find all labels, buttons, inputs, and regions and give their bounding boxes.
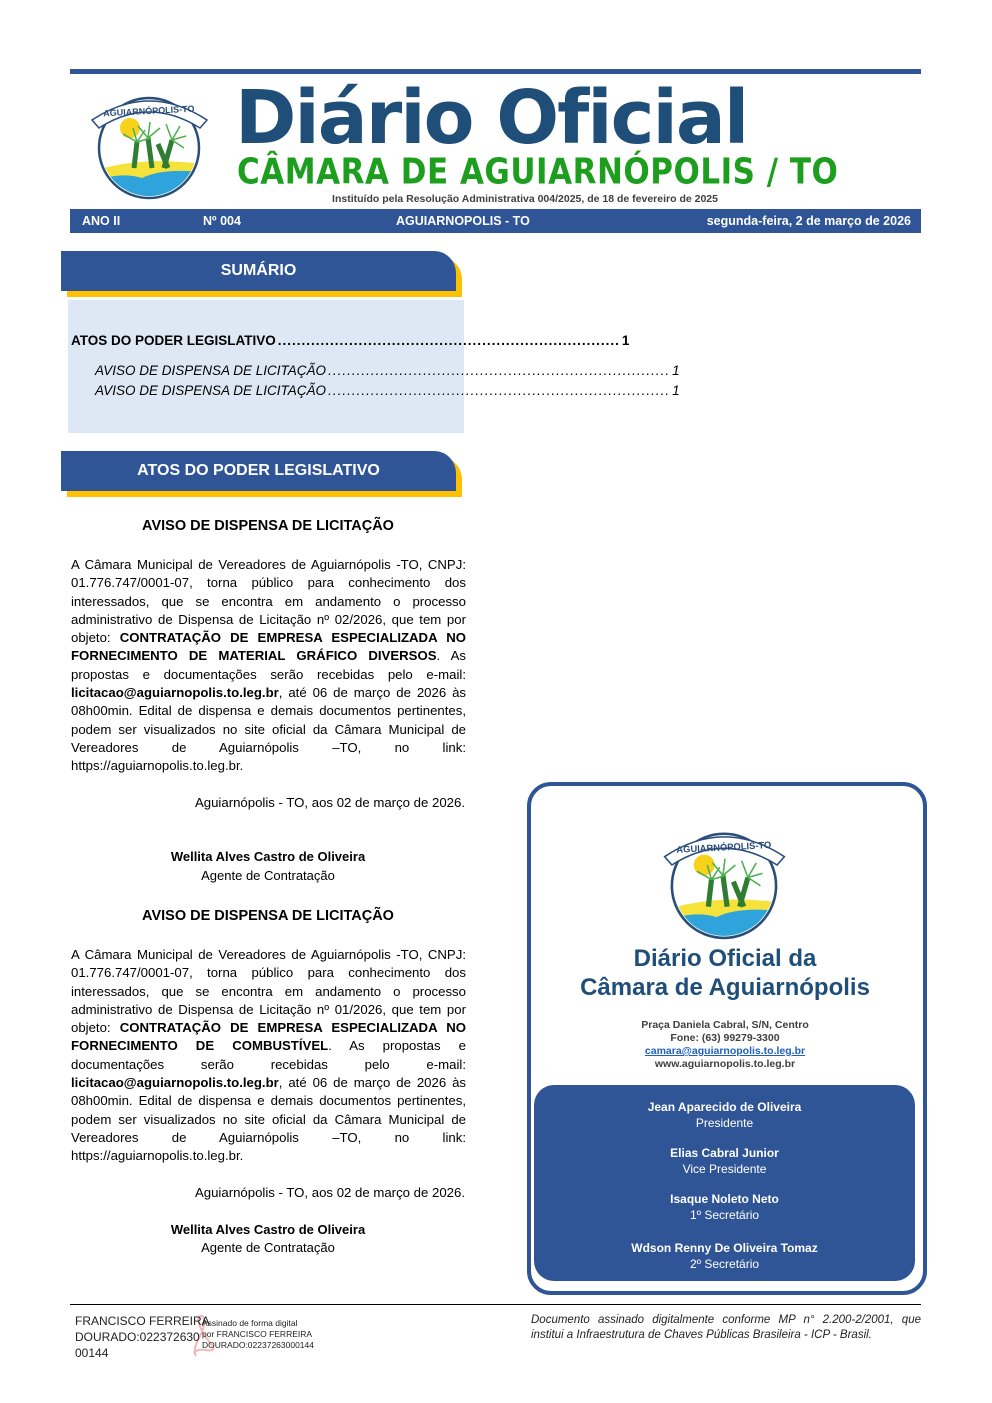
article-object: CONTRATAÇÃO DE EMPRESA ESPECIALIZADA NO FORNECIMENTO DE MATERIAL GRÁFICO DIVERSOS [71,630,466,664]
edition-year: ANO II [82,214,121,228]
summary-heading-text: SUMÁRIO [220,262,297,279]
board-member-name: Isaque Noleto Neto [670,1192,779,1206]
toc-item[interactable] [71,333,630,348]
card-title-line2: Câmara de Aguiarnópolis [580,974,870,1001]
footer-rule [70,1304,921,1305]
article-email: licitacao@aguiarnopolis.to.leg.br [71,685,279,701]
toc-leader-dots: ........................................................................ [328,363,671,378]
digital-signer-block [75,1313,210,1361]
article-text: A Câmara Municipal de Vereadores de Aguiarnópolis -TO, CNPJ: 01.776.747/0001-07, torna público para conhecimento dos interessados, que se encontra em andamento o processo administrativo de Dispensa de Licitação nº 01/2026, que tem por objeto: [71,947,466,1036]
toc-item-page: 1 [672,383,680,398]
card-phone: Fone: (63) 99279-3300 [670,1032,780,1044]
digital-signer-line: DOURADO:022372630 [75,1330,200,1344]
article-body [71,946,466,1166]
svg-text:AGUIARNÓPOLIS-TO: AGUIARNÓPOLIS-TO [102,103,195,119]
municipal-coat-of-arms-logo [82,80,217,200]
summary-heading [61,251,456,291]
digital-signature-legal-note: Documento assinado digitalmente conforme MP n° 2.200-2/2001, que institui a Infraestrutura de Chaves Públicas Brasileira - ICP - Brasil. [531,1314,921,1341]
signer-role: Agente de Contratação [201,868,335,883]
signer-role: Agente de Contratação [201,1240,335,1255]
board-members-panel [534,1085,915,1281]
toc-leader-dots: ........................................................................ [328,383,671,398]
newspaper-subtitle: CÂMARA DE AGUIARNÓPOLIS / TO [237,151,839,193]
article-text: A Câmara Municipal de Vereadores de Aguiarnópolis -TO, CNPJ: 01.776.747/0001-07, torna público para conhecimento dos interessados, que se encontra em andamento o processo administrativo de Dispensa de Licitação nº 02/2026, que tem por objeto: [71,557,466,646]
instituted-note: Instituído pela Resolução Administrativa 004/2025, de 18 de fevereiro de 2025 [332,193,718,205]
toc-item-label: AVISO DE DISPENSA DE LICITAÇÃO [95,363,327,378]
article-text: , até 06 de março de 2026 às 08h00min. Edital de dispensa e demais documentos pertinentes, podem ser visualizados no site oficial da Câmara Municipal de Vereadores de Aguiarnópolis –TO, no link: https://aguiarnopolis.to.leg.br. [71,1075,466,1164]
toc-item[interactable] [95,383,680,398]
edition-info-bar [70,209,921,233]
board-member-role: 2º Secretário [689,1257,760,1271]
toc-item[interactable] [95,363,680,378]
article-text: . As propostas e documentações serão recebidas pelo e-mail: [71,1038,466,1072]
edition-date: segunda-feira, 2 de março de 2026 [706,214,911,228]
article-email: licitacao@aguiarnopolis.to.leg.br [71,1075,279,1091]
digital-signature-details [202,1318,314,1351]
article-title: AVISO DE DISPENSA DE LICITAÇÃO [142,908,394,924]
card-title [535,944,915,1002]
svg-text:AGUIARNÓPOLIS-TO: AGUIARNÓPOLIS-TO [676,839,772,855]
board-member-role: Presidente [695,1116,754,1130]
toc-item-label: AVISO DE DISPENSA DE LICITAÇÃO [95,383,327,398]
section-heading [61,451,456,491]
edition-city: AGUIARNOPOLIS - TO [396,214,530,228]
card-email-link[interactable]: camara@aguiarnopolis.to.leg.br [644,1045,806,1057]
article-date-line: Aguiarnópolis - TO, aos 02 de março de 2026. [194,795,465,810]
signature-detail-line: por FRANCISCO FERREIRA [202,1329,313,1339]
board-member-role: Vice Presidente [682,1162,767,1176]
article-title: AVISO DE DISPENSA DE LICITAÇÃO [142,518,394,534]
board-member-name: Jean Aparecido de Oliveira [647,1100,802,1114]
card-website[interactable]: www.aguiarnopolis.to.leg.br [654,1058,796,1070]
toc-item-label: ATOS DO PODER LEGISLATIVO [71,333,276,348]
board-member-name: Wdson Renny De Oliveira Tomaz [631,1241,818,1255]
article-text: , até 06 de março de 2026 às 08h00min. Edital de dispensa e demais documentos pertinentes, podem ser visualizados no site oficial da Câmara Municipal de Vereadores de Aguiarnópolis –TO, no link: https://aguiarnopolis.to.leg.br. [71,685,466,774]
signature-detail-line: Assinado de forma digital [202,1318,298,1328]
card-address: Praça Daniela Cabral, S/N, Centro [641,1019,809,1031]
toc-item-page: 1 [621,333,630,348]
article-text: . As propostas e documentações serão recebidas pelo e-mail: [71,648,466,682]
board-member-role: 1º Secretário [689,1208,760,1222]
section-heading-text: ATOS DO PODER LEGISLATIVO [137,462,380,479]
signature-detail-line: DOURADO:02237263000144 [202,1340,314,1350]
card-title-line1: Diário Oficial da [633,945,817,972]
board-member-name: Elias Cabral Junior [670,1146,779,1160]
signer-name: Wellita Alves Castro de Oliveira [170,849,366,864]
header-top-rule [70,69,921,74]
summary-box [68,300,680,433]
article-body [71,556,466,776]
digital-signer-line: FRANCISCO FERREIRA [75,1314,210,1328]
signer-name: Wellita Alves Castro de Oliveira [170,1222,366,1237]
article-object: CONTRATAÇÃO DE EMPRESA ESPECIALIZADA NO FORNECIMENTO DE COMBUSTÍVEL [71,1020,466,1054]
edition-number: Nº 004 [203,214,241,228]
article-date-line: Aguiarnópolis - TO, aos 02 de março de 2026. [194,1185,465,1200]
toc-leader-dots: ........................................................................ [277,333,620,348]
card-coat-of-arms-logo [652,815,797,940]
newspaper-title: Diário Oficial [235,75,748,161]
digital-signer-line: 00144 [75,1346,109,1360]
card-email-wrap [535,1045,915,1058]
toc-item-page: 1 [672,363,680,378]
